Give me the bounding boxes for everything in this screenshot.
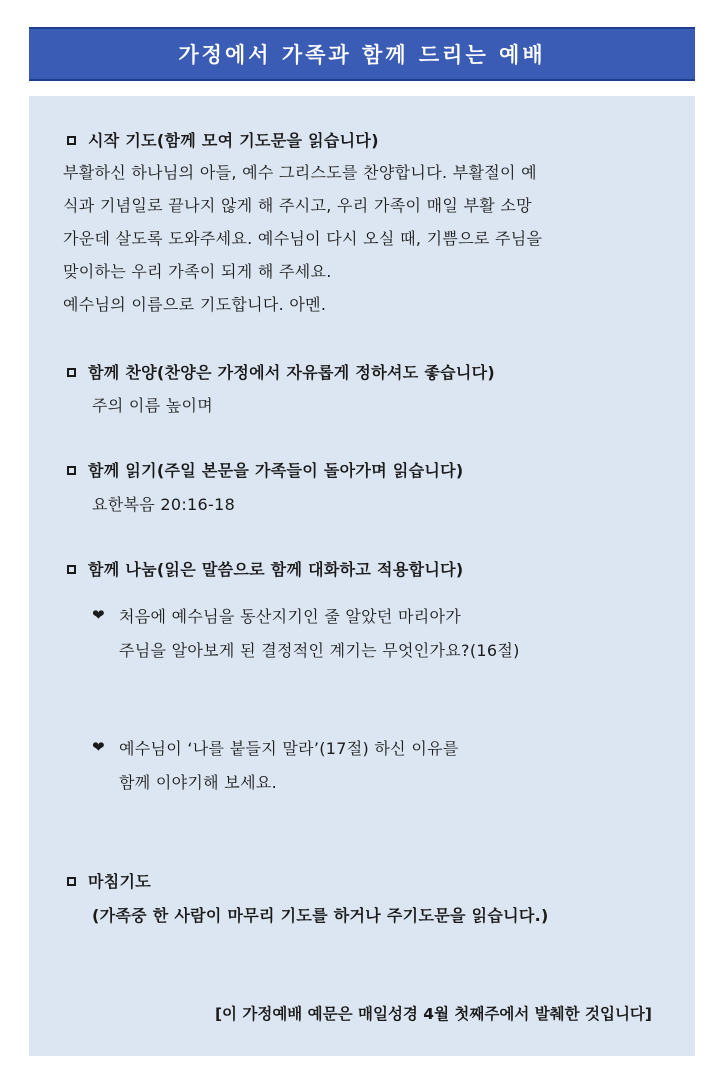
closing-prayer-instruction: (가족중 한 사람이 마무리 기도를 하거나 주기도문을 읽습니다.) [92, 906, 549, 925]
opening-prayer-heading [67, 128, 379, 151]
opening-prayer-text [63, 156, 542, 321]
hymn-heading-text: 함께 찬양(찬양은 가정에서 자유롭게 정하셔도 좋습니다) [88, 363, 495, 382]
opening-prayer-heading-text: 시작 기도(함께 모여 기도문을 읽습니다) [88, 131, 379, 150]
title-bar [29, 27, 695, 81]
source-note: [이 가정예배 예문은 매일성경 4월 첫째주에서 발췌한 것입니다] [214, 1005, 652, 1023]
question-2-line-1: 예수님이 ‘나를 붙들지 말라’(17절) 하신 이유를 [119, 739, 459, 758]
checkbox-square-icon [67, 136, 76, 145]
checkbox-square-icon [67, 466, 76, 475]
prayer-line: 맞이하는 우리 가족이 되게 해 주세요. [63, 262, 332, 281]
sharing-heading-text: 함께 나눔(읽은 말씀으로 함께 대화하고 적용합니다) [88, 560, 464, 579]
prayer-line: 가운데 살도록 도와주세요. 예수님이 다시 오실 때, 기쁨으로 주님을 [63, 229, 543, 248]
checkbox-square-icon [67, 877, 76, 886]
sharing-heading [67, 557, 463, 580]
heart-icon: ❤ [92, 738, 105, 756]
checkbox-square-icon [67, 565, 76, 574]
reading-heading-text: 함께 읽기(주일 본문을 가족들이 돌아가며 읽습니다) [88, 461, 464, 480]
heart-icon: ❤ [92, 606, 105, 624]
hymn-title: 주의 이름 높이며 [92, 396, 214, 415]
prayer-line: 식과 기념일로 끝나지 않게 해 주시고, 우리 가족이 매일 부활 소망 [63, 196, 532, 215]
scripture-reference: 요한복음 20:16-18 [92, 495, 236, 514]
page-title: 가정에서 가족과 함께 드리는 예배 [178, 43, 546, 67]
prayer-line: 예수님의 이름으로 기도합니다. 아멘. [63, 295, 327, 314]
worship-content [29, 96, 695, 1056]
question-1-line-1: 처음에 예수님을 동산지기인 줄 알았던 마리아가 [119, 607, 462, 626]
closing-prayer-heading [67, 869, 151, 892]
question-2-line-2: 함께 이야기해 보세요. [119, 773, 277, 792]
prayer-line: 부활하신 하나님의 아들, 예수 그리스도를 찬양합니다. 부활절이 예 [63, 163, 537, 182]
reading-heading [67, 458, 463, 481]
question-1-line-2: 주님을 알아보게 된 결정적인 계기는 무엇인가요?(16절) [119, 641, 520, 660]
hymn-heading [67, 360, 495, 383]
closing-prayer-heading-text: 마침기도 [88, 872, 152, 891]
checkbox-square-icon [67, 368, 76, 377]
